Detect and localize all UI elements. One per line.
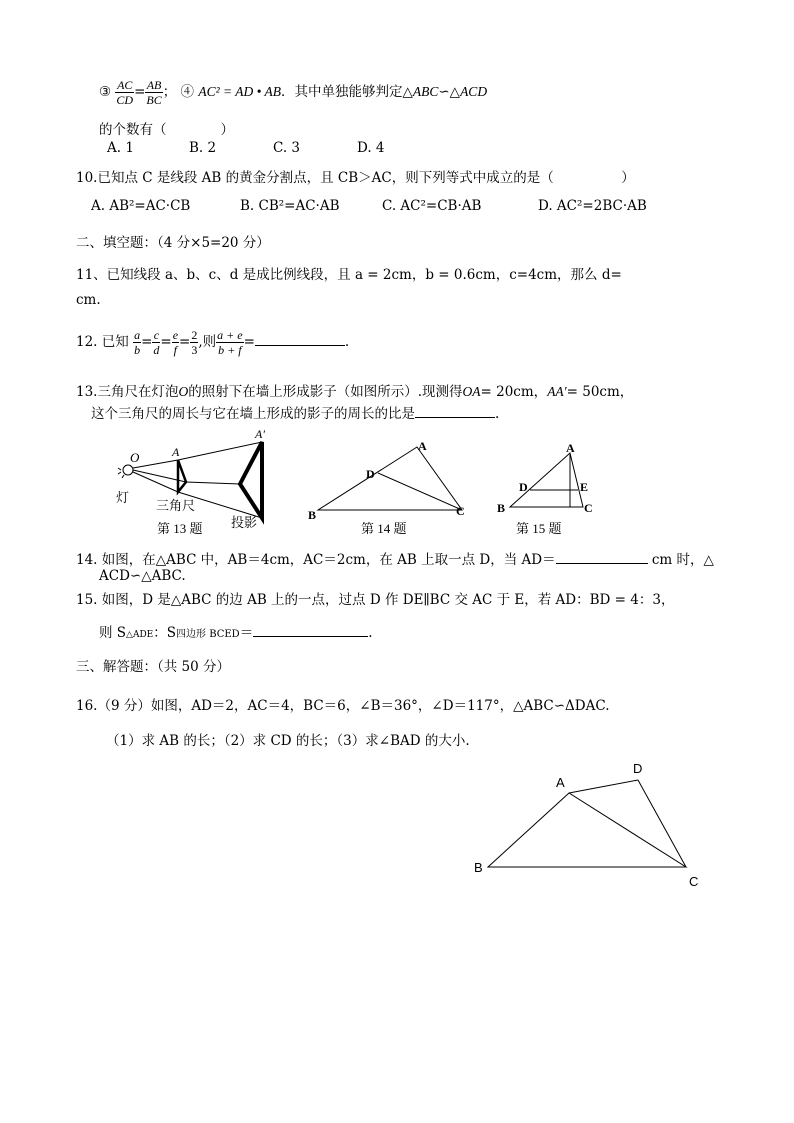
q9-option3-marker: ③ <box>99 84 112 100</box>
fig15-label-a: A <box>566 441 575 455</box>
fig14-label-c: C <box>456 504 465 518</box>
q11-line2: cm. <box>76 292 101 308</box>
q12-answer-blank[interactable] <box>255 333 345 346</box>
q12-fraction-a-b: $\frac{a}{b}$ <box>134 328 141 357</box>
lamp-icon <box>118 465 133 478</box>
label-a-prime: A′ <box>255 427 265 441</box>
q10-choice-d: D. AC²=2BC·AB <box>538 198 647 214</box>
q10-choice-c: C. AC²=CB·AB <box>382 198 482 214</box>
q9-option4-marker: ④ <box>180 84 195 100</box>
fig16-label-d: D <box>633 761 643 776</box>
q9-choice-a: A. 1 <box>107 140 134 156</box>
shadow-triangle <box>240 442 262 518</box>
q12-fraction-sum: $\frac{a + e}{b + f}$ <box>217 328 243 357</box>
figure-16 <box>460 755 720 895</box>
q12-fraction-e-f: $\frac{e}{f}$ <box>172 328 179 357</box>
figure-13 <box>116 427 265 536</box>
q9-choice-c: C. 3 <box>273 140 301 156</box>
q9-options-line: ③ $\frac{AC}{CD}$ = $\frac{AB}{BC}$ ； ④ AC² = AD • AB．其中单独能够判定△ABC∽△ACD <box>99 78 488 107</box>
fig15-label-d: D <box>519 480 528 494</box>
ruler-triangle <box>178 460 186 492</box>
q11-line1: 11、已知线段 a、b、c、d 是成比例线段，且 a = 2cm，b = 0.6cm，c=4cm，那么 d= <box>76 267 622 283</box>
q9-fraction-ac-cd: $\frac{AC}{CD}$ <box>116 78 134 107</box>
q15-line1: 15. 如图，D 是△ABC 的边 AB 上的一点，过点 D 作 DE∥BC 交 AC 于 E，若 AD：BD = 4：3， <box>76 592 675 608</box>
q14-line2: ACD∽△ABC. <box>99 568 186 584</box>
q13-line1: 13.三角尺在灯泡O的照射下在墙上形成影子（如图所示）.现测得OA= 20cm，AA′= 50cm， <box>76 384 634 400</box>
fig15-label-e: E <box>580 480 589 494</box>
figures-row <box>0 420 794 545</box>
q9-count-line: 的个数有（ ） <box>99 122 234 138</box>
fig15-label-b: B <box>497 501 506 515</box>
label-lamp: 灯 <box>116 490 130 505</box>
q10-choice-a: A. AB²=AC·CB <box>91 198 191 214</box>
fig14-label-b: B <box>308 508 317 522</box>
figure-13-caption: 第 13 题 <box>157 521 203 536</box>
q13-answer-blank[interactable] <box>415 405 495 418</box>
q9-choice-b: B. 2 <box>189 140 217 156</box>
label-ruler: 三角尺 <box>156 498 196 513</box>
fig14-label-a: A <box>418 439 427 453</box>
q9-choice-d: D. 4 <box>357 140 385 156</box>
q12-fraction-2-3: $\frac{2}{3}$ <box>191 328 198 357</box>
fig16-label-c: C <box>689 874 699 889</box>
fig16-label-a: A <box>556 775 565 790</box>
q10-stem: 10.已知点 C 是线段 AB 的黄金分割点，且 CB＞AC，则下列等式中成立的是（ ） <box>76 170 635 186</box>
q16-line1: 16.（9 分）如图，AD＝2，AC＝4，BC＝6，∠B＝36°，∠D＝117°，△ABC∽ΔDAC. <box>76 698 610 714</box>
label-o: O <box>130 450 140 465</box>
figure-15-caption: 第 15 题 <box>516 521 562 536</box>
q10-choice-b: B. CB²=AC·AB <box>240 198 340 214</box>
fig14-label-d: D <box>366 467 375 481</box>
q9-fraction-ab-bc: $\frac{AB}{BC}$ <box>146 78 162 107</box>
fig15-label-c: C <box>584 501 593 515</box>
figure-14 <box>308 439 465 536</box>
q12-fraction-c-d: $\frac{c}{d}$ <box>153 328 160 357</box>
q13-line2: 这个三角尺的周长与它在墙上形成的影子的周长的比是 . <box>91 406 500 422</box>
q15-answer-blank[interactable] <box>253 624 368 637</box>
section-fill-blank-title: 二、填空题：（4 分×5=20 分） <box>76 235 270 251</box>
fig16-label-b: B <box>474 860 483 875</box>
q16-line2: （1）求 AB 的长；（2）求 CD 的长；（3）求∠BAD 的大小. <box>106 733 470 749</box>
q14-line1: 14. 如图，在△ABC 中，AB＝4cm，AC＝2cm，在 AB 上取一点 D，当 AD＝ cm 时，△ <box>76 552 714 568</box>
figure-14-caption: 第 14 题 <box>361 521 407 536</box>
q9-option4-expression: AC² = AD • AB <box>198 84 281 99</box>
label-shadow: 投影 <box>231 515 258 530</box>
figure-15 <box>497 441 593 536</box>
q12-line: 12. 已知 $\frac{a}{b}$ = $\frac{c}{d}$ = $\frac{e}{f}$ = $\frac{2}{3}$ ,则 $\frac{a + e}{b + f}$ = . <box>76 328 350 357</box>
q15-line2: 则 S△ADE：S四边形 BCED＝ . <box>99 625 373 641</box>
section-solution-title: 三、解答题：（共 50 分） <box>76 659 231 675</box>
q14-answer-blank[interactable] <box>556 551 648 564</box>
label-a: A <box>172 445 180 459</box>
